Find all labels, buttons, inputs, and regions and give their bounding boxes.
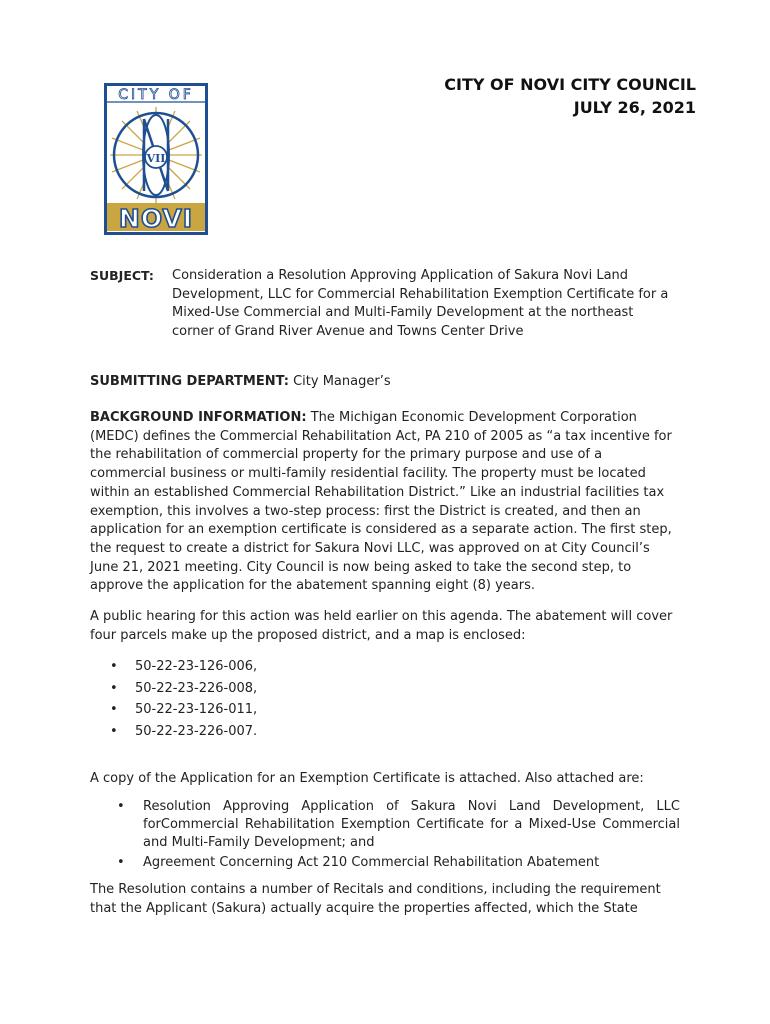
council-name: CITY OF NOVI CITY COUNCIL <box>444 75 696 94</box>
subject-label: SUBJECT: <box>90 268 154 283</box>
logo-top-text: CITY OF <box>118 87 194 103</box>
list-item: • Agreement Concerning Act 210 Commercial Rehabilitation Abatement <box>115 854 680 872</box>
background-text: The Michigan Economic Development Corporation (MEDC) defines the Commercial Rehabilitation Act, PA 210 of 2005 as “a tax incentive for the rehabilitation of commercial property for the primary purpose and use of a commercial business or multi-family residential facility. The property must be located within an established Commercial Rehabilitation District.” Like an industrial facilities tax exemption, this involves a two-step process: first the District is created, and then an application for an exemption certificate is considered as a separate action. The first step, the request to create a district for Sakura Novi LLC, was approved on at City Council’s June 21, 2021 meeting. City Council is now being asked to take the second step, to approve the application for the abatement spanning eight (8) years. <box>90 410 672 594</box>
list-item: • 50-22-23-126-006, <box>110 656 257 678</box>
meeting-date: JULY 26, 2021 <box>573 98 696 117</box>
submitting-value: City Manager’s <box>288 374 391 389</box>
background-label: BACKGROUND INFORMATION: <box>90 410 307 425</box>
subject-text: Consideration a Resolution Approving Application of Sakura Novi Land Development, LLC for Commercial Rehabilitation Exemption Certificate for a Mixed-Use Commercial and Multi-Family Development at the northeast corner of Grand River Avenue and Towns Center Drive <box>172 268 669 339</box>
submitting-label: SUBMITTING DEPARTMENT: <box>90 374 289 389</box>
copy-paragraph: A copy of the Application for an Exemption Certificate is attached. Also attached are: <box>90 771 644 786</box>
background-information <box>90 409 680 596</box>
list-item: • Resolution Approving Application of Sakura Novi Land Development, LLC forCommercial Rehabilitation Exemption Certificate for a Mixed-Use Commercial and Multi-Family Development; and <box>115 798 680 852</box>
resolution-paragraph: The Resolution contains a number of Recitals and conditions, including the requirement that the Applicant (Sakura) actually acquire the properties affected, which the State <box>90 882 661 916</box>
attachment-list <box>115 798 680 874</box>
hearing-paragraph: A public hearing for this action was held earlier on this agenda. The abatement will cover four parcels make up the proposed district, and a map is enclosed: <box>90 609 673 643</box>
submitting-department <box>90 373 680 392</box>
parcel-list <box>110 656 257 742</box>
council-header <box>444 73 696 119</box>
city-of-novi-logo <box>104 83 208 235</box>
list-item: • 50-22-23-226-007. <box>110 721 257 743</box>
list-item: • 50-22-23-226-008, <box>110 678 257 700</box>
logo-center-text: VII <box>146 152 166 165</box>
list-item: • 50-22-23-126-011, <box>110 699 257 721</box>
logo-bottom-text: NOVI <box>118 204 194 233</box>
